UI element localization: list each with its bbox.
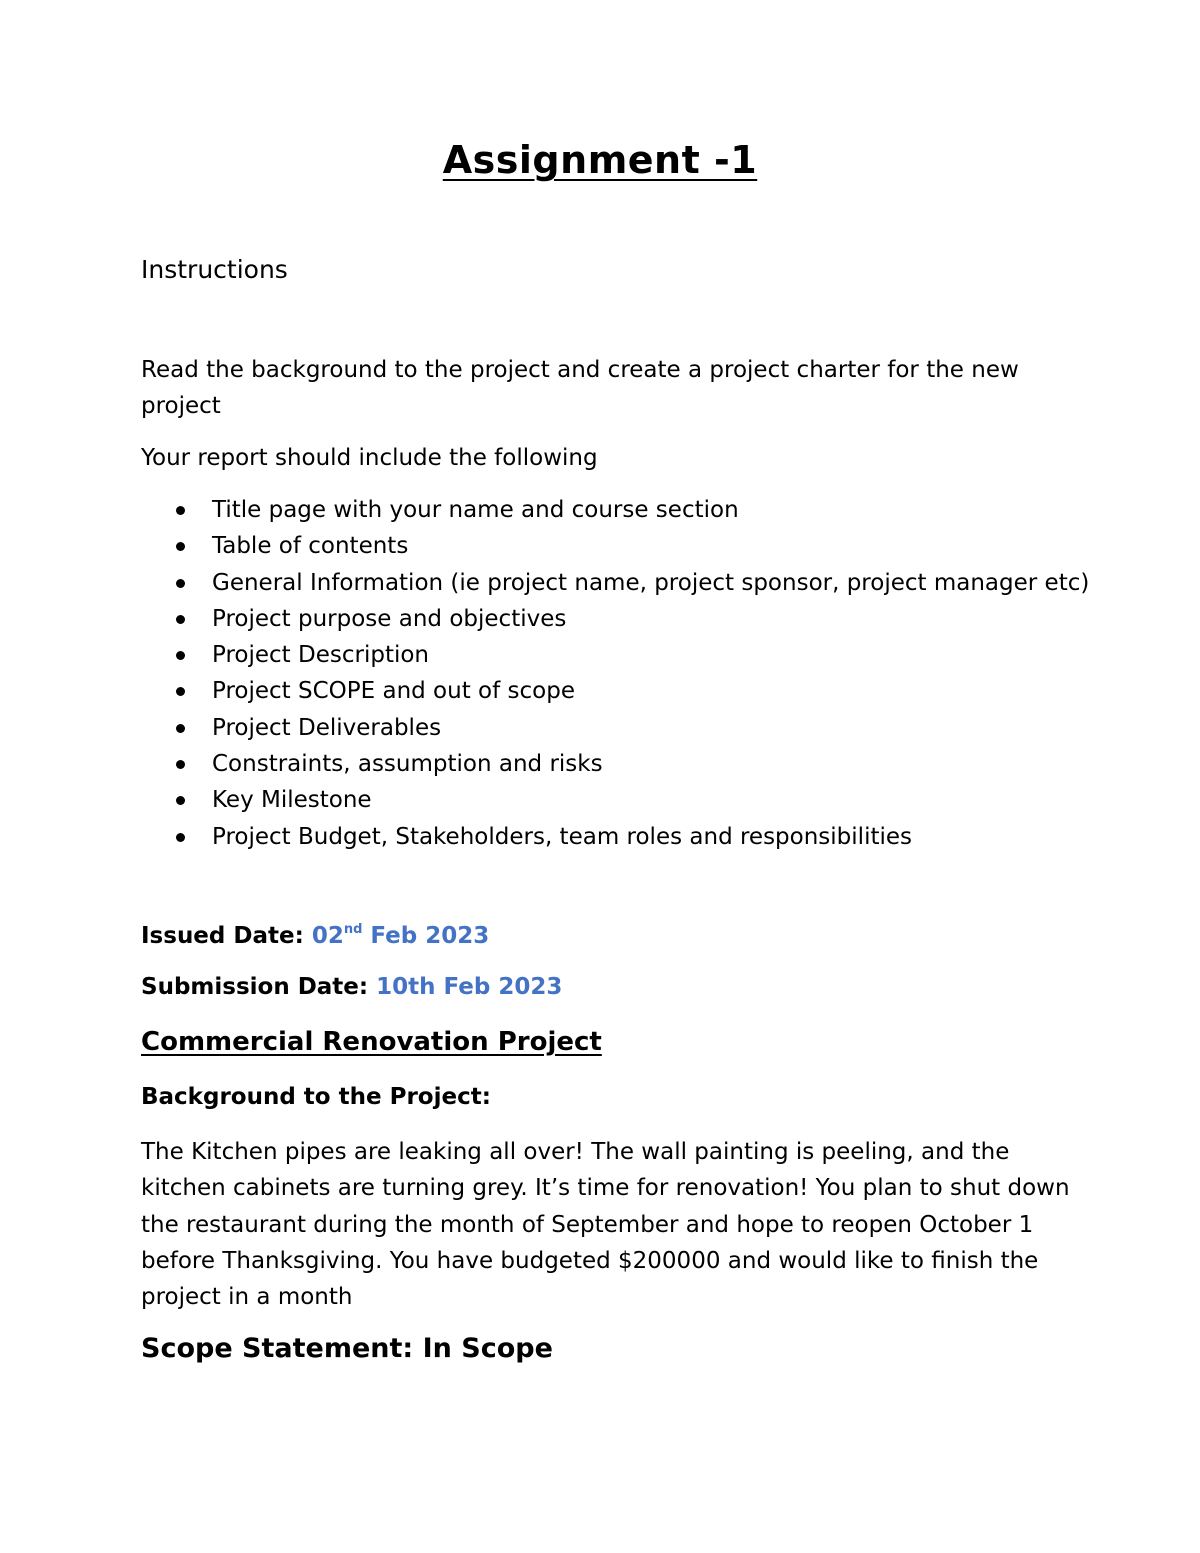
list-item [141,673,1089,709]
list-item [141,819,1089,855]
list-item-text: Title page with your name and course section [212,497,739,523]
bullet-icon [176,579,185,588]
issued-date-day: 02 [311,923,344,949]
report-items-list [141,492,1089,855]
bullet-icon [176,760,185,769]
list-item [141,528,1089,564]
submission-date-value: 10th Feb 2023 [376,974,563,1000]
submission-date [141,974,562,1000]
list-item-text: Project Description [212,642,429,669]
intro-paragraph: Read the background to the project and create a project charter for the new project [141,357,1019,419]
list-item-text: Project Deliverables [212,714,442,741]
list-item [141,565,1089,601]
list-item [141,601,1089,637]
scope-heading: Scope Statement: In Scope [141,1333,553,1364]
bullet-icon [176,506,185,515]
issued-date-rest: Feb 2023 [362,923,490,949]
bullet-icon [176,651,185,660]
project-title: Commercial Renovation Project [141,1027,602,1057]
background-heading: Background to the Project: [141,1084,491,1110]
list-item [141,782,1089,818]
list-item-text: General Information (ie project name, project sponsor, project manager etc) [212,569,1090,596]
bullet-icon [176,687,185,696]
bullet-icon [176,796,185,805]
list-item [141,492,1089,528]
list-item-text: Key Milestone [212,787,372,814]
issued-date-label: Issued Date: [141,923,304,949]
issued-date-suffix: nd [343,922,363,937]
list-item-text: Project Budget, Stakeholders, team roles and responsibilities [212,823,912,850]
list-item-text: Project SCOPE and out of scope [212,678,575,705]
list-item [141,637,1089,673]
bullet-icon [176,724,185,733]
issued-date [141,922,489,949]
report-intro: Your report should include the following [141,445,598,471]
bullet-icon [176,615,185,624]
background-text: The Kitchen pipes are leaking all over! The wall painting is peeling, and the kitchen cabinets are turning grey. It’s time for renovation! You plan to shut down the restaurant during the month of September and hope to reopen October 1 before Thanksgiving. You have budgeted $200000 and would like to finish the project in a month [141,1139,1070,1311]
instructions-heading: Instructions [141,255,288,284]
submission-date-label: Submission Date: [141,974,369,1000]
list-item-text: Project purpose and objectives [212,605,567,632]
list-item [141,710,1089,746]
bullet-icon [176,833,185,842]
document-title: Assignment -1 [442,138,758,182]
issued-date-value [312,923,489,949]
list-item [141,746,1089,782]
list-item-text: Constraints, assumption and risks [212,751,603,778]
bullet-icon [176,542,185,551]
list-item-text: Table of contents [212,533,409,560]
